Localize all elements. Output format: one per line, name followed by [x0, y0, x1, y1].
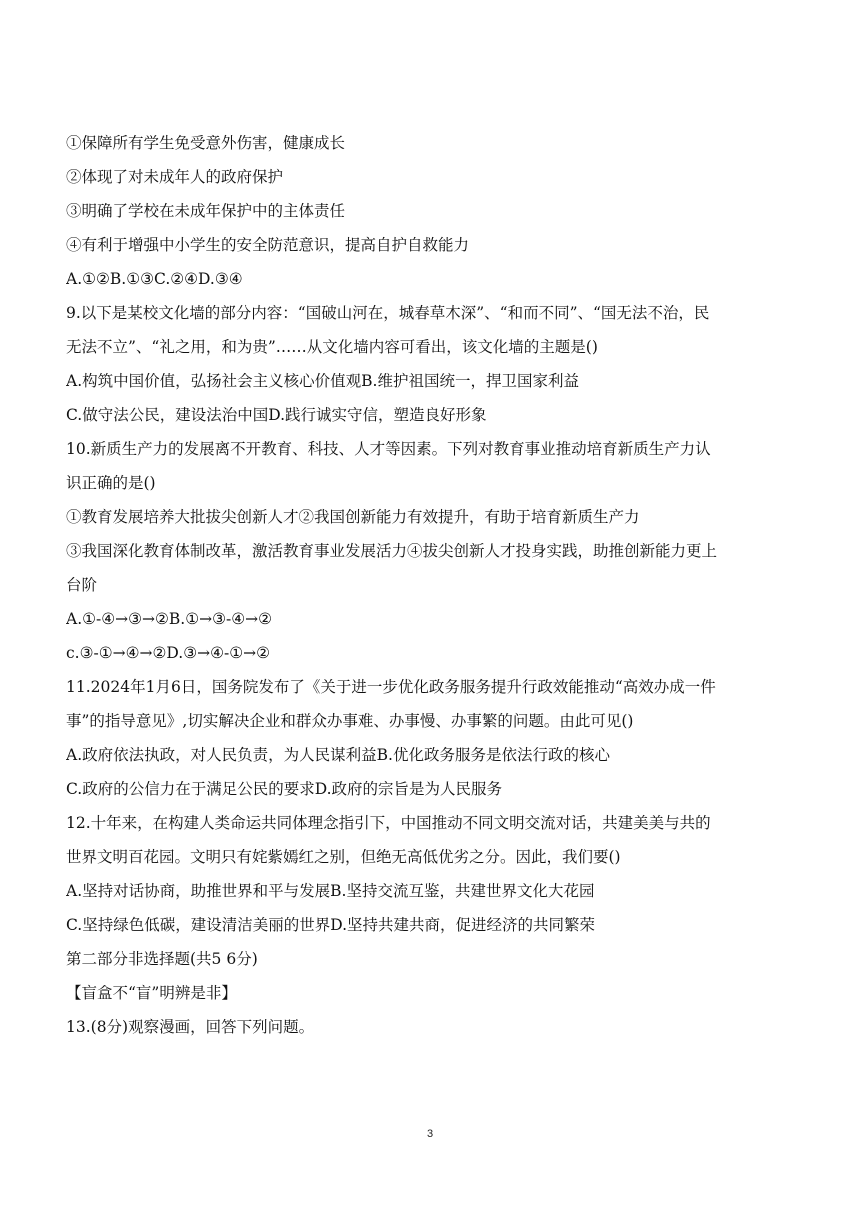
text-line: ③明确了学校在未成年保护中的主体责任 — [66, 202, 346, 220]
question-10: 10.新质生产力的发展离不开教育、科技、人才等因素。下列对教育事业推动培育新质生产力认 — [66, 440, 711, 458]
answer-options: A.坚持对话协商，助推世界和平与发展B.坚持交流互鉴，共建世界文化大花园 — [66, 882, 595, 900]
question-9-cont: 无法不立”、“礼之用，和为贵”……从文化墙内容可看出，该文化墙的主题是() — [66, 338, 598, 356]
answer-options: A.①-④→③→②B.①→③-④→② — [66, 610, 273, 628]
answer-options: A.①②B.①③C.②④D.③④ — [66, 270, 243, 288]
answer-options: C.政府的公信力在于满足公民的要求D.政府的宗旨是为人民服务 — [66, 780, 503, 798]
answer-options: A.构筑中国价值，弘扬社会主义核心价值观B.维护祖国统一，捍卫国家利益 — [66, 372, 579, 390]
question-12-cont: 世界文明百花园。文明只有姹紫嫣红之别，但绝无高低优劣之分。因此，我们要() — [66, 848, 621, 866]
answer-options: c.③-①→④→②D.③→④-①→② — [66, 644, 270, 662]
document-body — [66, 126, 796, 1044]
text-line: ③我国深化教育体制改革，激活教育事业发展活力④拔尖创新人才投身实践，助推创新能力更上 — [66, 542, 718, 560]
question-9: 9.以下是某校文化墙的部分内容：“国破山河在，城春草木深”、“和而不同”、“国无法不治，民 — [66, 304, 710, 322]
question-11-cont: 事”的指导意见》,切实解决企业和群众办事难、办事慢、办事繁的问题。由此可见() — [66, 712, 634, 730]
answer-options: A.政府依法执政，对人民负责，为人民谋利益B.优化政务服务是依法行政的核心 — [66, 746, 610, 764]
answer-options: C.做守法公民，建设法治中国D.践行诚实守信，塑造良好形象 — [66, 406, 487, 424]
question-10-cont: 识正确的是() — [66, 474, 156, 492]
text-line: 台阶 — [66, 576, 98, 594]
answer-options: C.坚持绿色低碳，建设清洁美丽的世界D.坚持共建共商，促进经济的共同繁荣 — [66, 916, 596, 934]
section-heading: 第二部分非选择题(共5 6分) — [66, 950, 258, 968]
text-line: ②体现了对未成年人的政府保护 — [66, 168, 284, 186]
question-13: 13.(8分)观察漫画，回答下列问题。 — [66, 1018, 315, 1036]
text-line: ④有利于增强中小学生的安全防范意识，提高自护自救能力 — [66, 236, 470, 254]
question-12: 12.十年来，在构建人类命运共同体理念指引下，中国推动不同文明交流对话，共建美美与共的 — [66, 814, 711, 832]
text-line: ①保障所有学生免受意外伤害，健康成长 — [66, 134, 346, 152]
question-11: 11.2024年1月6日，国务院发布了《关于进一步优化政务服务提升行政效能推动“高效办成一件 — [66, 678, 716, 696]
subsection-heading: 【盲盒不“盲”明辨是非】 — [66, 984, 237, 1002]
text-line: ①教育发展培养大批拔尖创新人才②我国创新能力有效提升，有助于培育新质生产力 — [66, 508, 640, 526]
page-number: 3 — [426, 1128, 434, 1140]
